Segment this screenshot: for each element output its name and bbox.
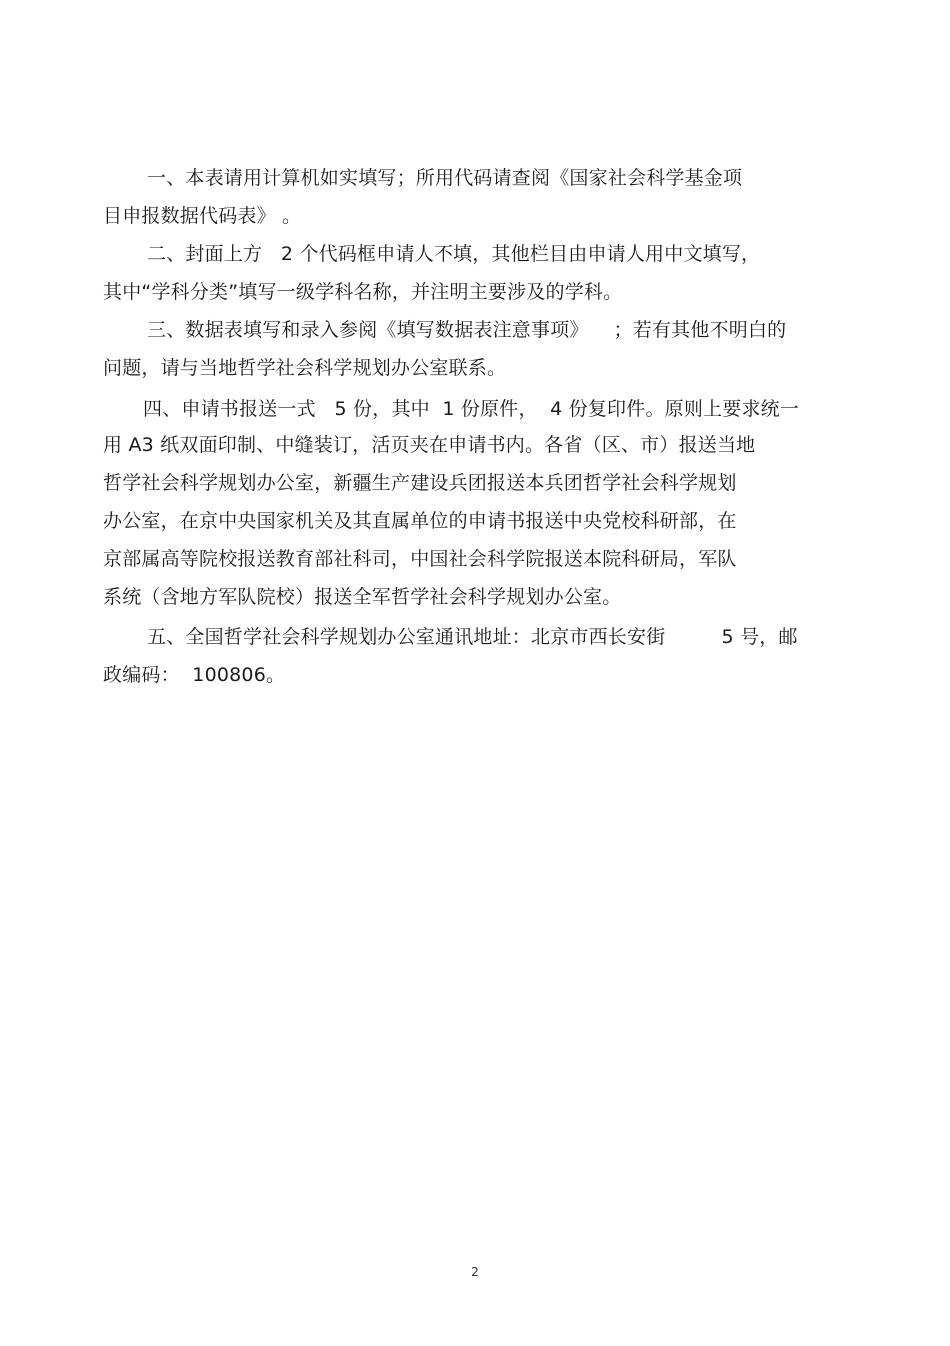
paragraph-2-line-1: 二、封面上方 2 个代码框申请人不填，其他栏目由申请人用中文填写， <box>147 243 761 265</box>
paragraph-2-line-2: 其中“学科分类”填写一级学科名称，并注明主要涉及的学科。 <box>103 281 623 303</box>
paragraph-1-line-1: 一、本表请用计算机如实填写；所用代码请查阅《国家社会科学基金项 <box>147 167 743 189</box>
paragraph-4-line-4: 办公室，在京中央国家机关及其直属单位的申请书报送中央党校科研部，在 <box>103 510 737 532</box>
paragraph-3-line-1: 三、数据表填写和录入参阅《填写数据表注意事项》 ；若有其他不明白的 <box>147 319 787 341</box>
paragraph-4-line-2: 用 A3 纸双面印制、中缝装订，活页夹在申请书内。各省（区、市）报送当地 <box>103 434 756 456</box>
paragraph-4-line-6: 系统（含地方军队院校）报送全军哲学社会科学规划办公室。 <box>103 586 622 608</box>
paragraph-1-line-2: 目申报数据代码表》 。 <box>103 205 302 227</box>
paragraph-3-line-2: 问题，请与当地哲学社会科学规划办公室联系。 <box>103 357 507 379</box>
paragraph-4-line-5: 京部属高等院校报送教育部社科司，中国社会科学院报送本院科研局，军队 <box>103 548 737 570</box>
paragraph-4-line-3: 哲学社会科学规划办公室，新疆生产建设兵团报送本兵团哲学社会科学规划 <box>103 472 737 494</box>
paragraph-5-line-2: 政编码： 100806。 <box>103 664 286 686</box>
paragraph-4-line-1: 四、申请书报送一式 5 份，其中 1 份原件， 4 份复印件。原则上要求统一 <box>143 398 800 420</box>
page-number: 2 <box>471 1265 479 1279</box>
paragraph-5-line-1: 五、全国哲学社会科学规划办公室通讯地址：北京市西长安街 5 号，邮 <box>147 626 798 648</box>
